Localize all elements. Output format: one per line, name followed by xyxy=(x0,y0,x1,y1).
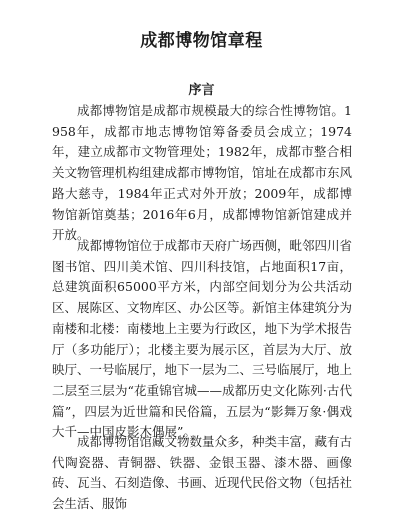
section-heading-preface: 序言 xyxy=(188,83,215,98)
paragraph-location-building: 成都博物馆位于成都市天府广场西侧，毗邻四川省图书馆、四川美术馆、四川科技馆，占地面积17亩，总建筑面积65000平方米，内部空间划分为公共活动区、展陈区、文物库区、办公区等。新馆主体建筑分为南楼和北楼：南楼地上主要为行政区，地下为学术报告厅（多功能厅）；北楼主要为展示区，首层为大厅、放映厅、一号临展厅，地下一层为二、三号临展厅，地上二层至三层为“花重锦官城——成都历史文化陈列·古代篇”，四层为近世篇和民俗篇，五层为“影舞万象·偶戏大千—中国皮影木偶展”。 xyxy=(52,238,353,440)
document-title: 成都博物馆章程 xyxy=(140,31,263,51)
paragraph-collection: 成都博物馆馆藏文物数量众多，种类丰富，藏有古代陶瓷器、青铜器、铁器、金银玉器、漆木器、画像砖、瓦当、石刻造像、书画、近现代民俗文物（包括社会生活、服饰 xyxy=(52,434,353,512)
paragraph-history: 成都博物馆是成都市规模最大的综合性博物馆。1958年，成都市地志博物馆筹备委员会成立；1974年，建立成都市文物管理处；1982年，成都市整合相关文物管理机构组建成都市博物馆，馆址在成都市东风路大慈寺，1984年正式对外开放；2009年，成都博物馆新馆奠基；2016年6月，成都博物馆新馆建成并开放。 xyxy=(52,103,353,243)
